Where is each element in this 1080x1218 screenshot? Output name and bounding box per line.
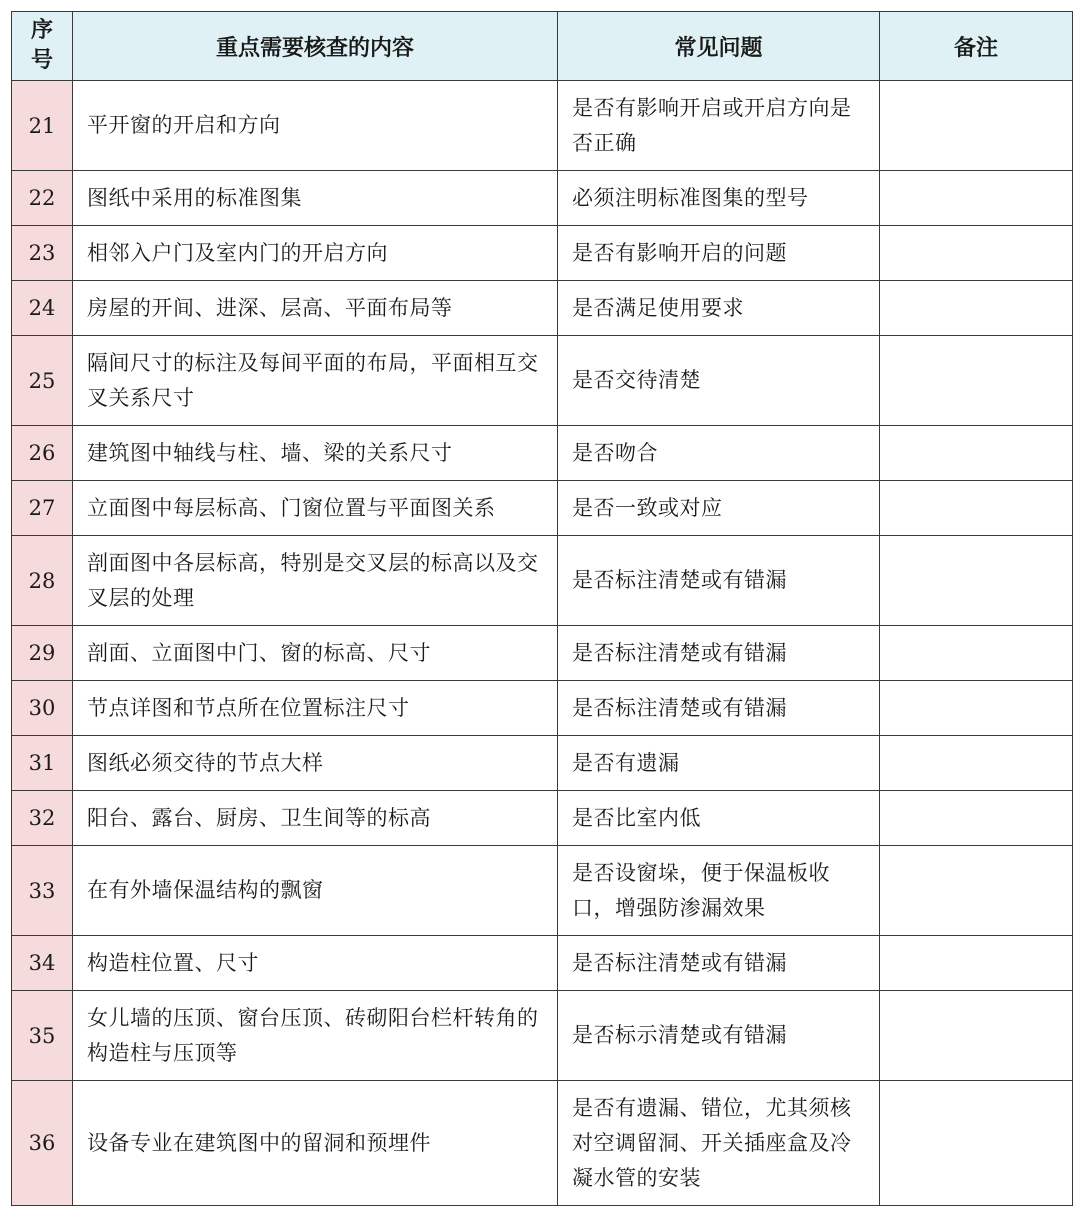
row-note — [880, 736, 1073, 791]
table-row — [12, 336, 1073, 426]
row-issue: 必须注明标准图集的型号 — [558, 171, 880, 226]
row-number: 26 — [12, 426, 73, 481]
row-note — [880, 1081, 1073, 1206]
row-number: 21 — [12, 81, 73, 171]
table-row — [12, 736, 1073, 791]
row-item: 设备专业在建筑图中的留洞和预埋件 — [73, 1081, 558, 1206]
row-issue: 是否标示清楚或有错漏 — [558, 991, 880, 1081]
table-row — [12, 991, 1073, 1081]
table-row — [12, 791, 1073, 846]
row-item: 平开窗的开启和方向 — [73, 81, 558, 171]
row-item: 房屋的开间、进深、层高、平面布局等 — [73, 281, 558, 336]
header-number — [12, 12, 73, 81]
header-item: 重点需要核查的内容 — [73, 12, 558, 81]
table-row — [12, 171, 1073, 226]
row-note — [880, 81, 1073, 171]
table-row — [12, 226, 1073, 281]
row-number: 27 — [12, 481, 73, 536]
row-number: 35 — [12, 991, 73, 1081]
row-item: 相邻入户门及室内门的开启方向 — [73, 226, 558, 281]
row-issue: 是否一致或对应 — [558, 481, 880, 536]
drawing-review-table — [11, 11, 1073, 1206]
row-note — [880, 846, 1073, 936]
table-row — [12, 626, 1073, 681]
row-number: 25 — [12, 336, 73, 426]
table-row — [12, 681, 1073, 736]
row-issue: 是否标注清楚或有错漏 — [558, 626, 880, 681]
row-item: 隔间尺寸的标注及每间平面的布局，平面相互交叉关系尺寸 — [73, 336, 558, 426]
row-number: 24 — [12, 281, 73, 336]
header-note: 备注 — [880, 12, 1073, 81]
row-note — [880, 536, 1073, 626]
row-issue: 是否比室内低 — [558, 791, 880, 846]
row-number: 33 — [12, 846, 73, 936]
row-item: 建筑图中轴线与柱、墙、梁的关系尺寸 — [73, 426, 558, 481]
row-issue: 是否有影响开启的问题 — [558, 226, 880, 281]
row-note — [880, 426, 1073, 481]
row-number: 28 — [12, 536, 73, 626]
row-item: 图纸必须交待的节点大样 — [73, 736, 558, 791]
row-number: 34 — [12, 936, 73, 991]
row-number: 36 — [12, 1081, 73, 1206]
row-issue: 是否标注清楚或有错漏 — [558, 681, 880, 736]
header-number-label: 序号 — [30, 18, 53, 73]
row-item: 阳台、露台、厨房、卫生间等的标高 — [73, 791, 558, 846]
row-note — [880, 791, 1073, 846]
row-note — [880, 171, 1073, 226]
row-number: 22 — [12, 171, 73, 226]
row-note — [880, 336, 1073, 426]
review-table-container — [11, 11, 1072, 1206]
table-header-row — [12, 12, 1073, 81]
row-note — [880, 281, 1073, 336]
row-issue: 是否标注清楚或有错漏 — [558, 536, 880, 626]
table-row — [12, 1081, 1073, 1206]
row-item: 女儿墙的压顶、窗台压顶、砖砌阳台栏杆转角的构造柱与压顶等 — [73, 991, 558, 1081]
row-number: 30 — [12, 681, 73, 736]
row-number: 23 — [12, 226, 73, 281]
row-issue: 是否标注清楚或有错漏 — [558, 936, 880, 991]
row-issue: 是否有遗漏 — [558, 736, 880, 791]
row-note — [880, 991, 1073, 1081]
row-issue: 是否满足使用要求 — [558, 281, 880, 336]
row-note — [880, 226, 1073, 281]
row-number: 32 — [12, 791, 73, 846]
row-item: 立面图中每层标高、门窗位置与平面图关系 — [73, 481, 558, 536]
row-number: 29 — [12, 626, 73, 681]
row-note — [880, 626, 1073, 681]
row-number: 31 — [12, 736, 73, 791]
row-item: 构造柱位置、尺寸 — [73, 936, 558, 991]
row-item: 在有外墙保温结构的飘窗 — [73, 846, 558, 936]
row-item: 节点详图和节点所在位置标注尺寸 — [73, 681, 558, 736]
row-item: 剖面图中各层标高，特别是交叉层的标高以及交叉层的处理 — [73, 536, 558, 626]
row-note — [880, 936, 1073, 991]
row-item: 图纸中采用的标准图集 — [73, 171, 558, 226]
table-row — [12, 936, 1073, 991]
header-issue: 常见问题 — [558, 12, 880, 81]
row-note — [880, 481, 1073, 536]
row-issue: 是否有遗漏、错位，尤其须核对空调留洞、开关插座盒及冷凝水管的安装 — [558, 1081, 880, 1206]
table-row — [12, 81, 1073, 171]
row-issue: 是否设窗垛，便于保温板收口，增强防渗漏效果 — [558, 846, 880, 936]
table-row — [12, 426, 1073, 481]
row-issue: 是否吻合 — [558, 426, 880, 481]
row-issue: 是否有影响开启或开启方向是否正确 — [558, 81, 880, 171]
table-row — [12, 481, 1073, 536]
table-row — [12, 281, 1073, 336]
row-item: 剖面、立面图中门、窗的标高、尺寸 — [73, 626, 558, 681]
table-row — [12, 536, 1073, 626]
row-issue: 是否交待清楚 — [558, 336, 880, 426]
row-note — [880, 681, 1073, 736]
table-row — [12, 846, 1073, 936]
